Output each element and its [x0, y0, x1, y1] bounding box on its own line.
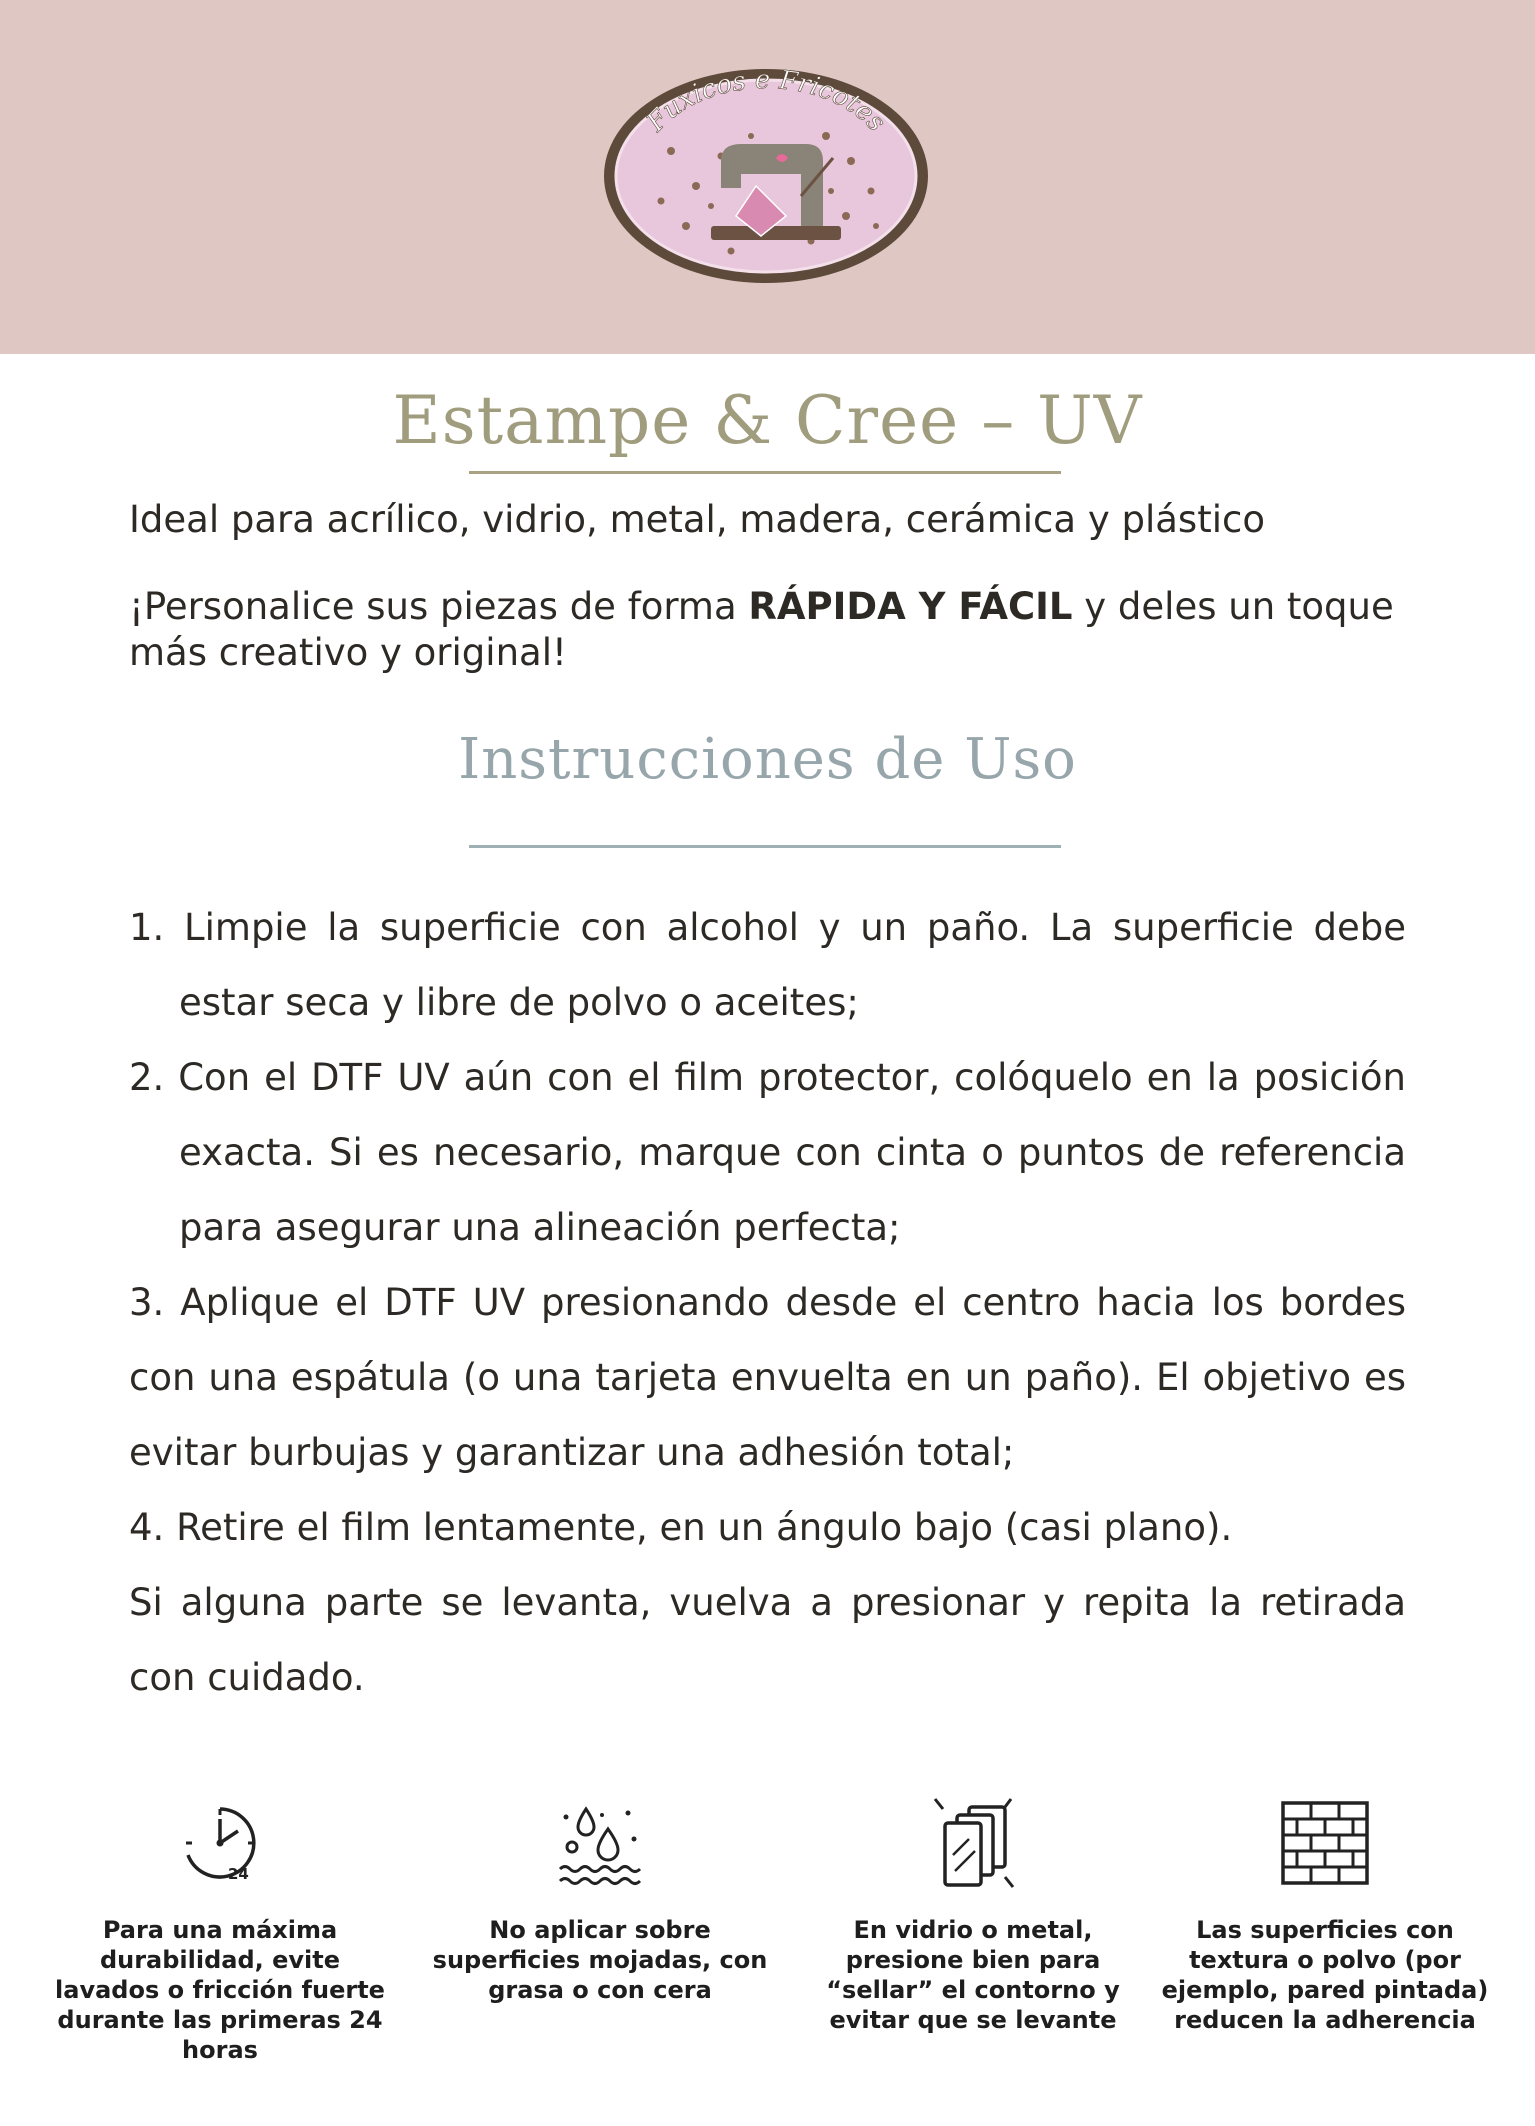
instructions-heading: Instrucciones de Uso	[458, 727, 1077, 792]
tip-durability	[50, 1795, 390, 2065]
tip-glass-metal-text: En vidrio o metal, presione bien para “sellar” el contorno y evitar que se levante	[826, 1916, 1120, 2034]
sewing-machine-icon	[601, 66, 931, 286]
glass-panes-icon	[925, 1795, 1021, 1891]
svg-text:Fuxicos e Fricotes: Fuxicos e Fricotes	[641, 66, 892, 138]
tip-textured-surface	[1155, 1795, 1495, 2035]
tips-row	[0, 1795, 1535, 2095]
clock-24h-icon	[172, 1795, 268, 1891]
tip-durability-text: Para una máxima durabilidad, evite lavados o fricción fuerte durante las primeras 24 horas	[55, 1916, 385, 2064]
step-1: 1. Limpie la superficie con alcohol y un paño. La superficie debe estar seca y libre de polvo o aceites;	[129, 906, 1406, 1024]
intro-text	[129, 584, 1409, 676]
tip-textured-surface-text: Las superficies con textura o polvo (por ejemplo, pared pintada) reducen la adherencia	[1161, 1916, 1489, 2034]
tip-dry-surface-text: No aplicar sobre superficies mojadas, con grasa o con cera	[432, 1916, 768, 2004]
instructions-list	[129, 890, 1406, 1715]
instructions-divider	[469, 845, 1061, 848]
step-4: 4. Retire el film lentamente, en un ángulo bajo (casi plano).	[129, 1506, 1233, 1549]
step-2: 2. Con el DTF UV aún con el film protector, colóquelo en la posición exacta. Si es necesario, marque con cinta o puntos de referencia para asegurar una alineación perfecta;	[129, 1056, 1406, 1249]
tip-glass-metal	[803, 1795, 1143, 2035]
page-title: Estampe & Cree – UV	[392, 382, 1143, 459]
ideal-surfaces-text: Ideal para acrílico, vidrio, metal, madera, cerámica y plástico	[129, 498, 1265, 541]
step-note: Si alguna parte se levanta, vuelva a presionar y repita la retirada con cuidado.	[129, 1581, 1406, 1699]
step-3: 3. Aplique el DTF UV presionando desde el centro hacia los bordes con una espátula (o una tarjeta envuelta en un paño). El objetivo es evitar burbujas y garantizar una adhesión total;	[129, 1281, 1406, 1474]
intro-text-bold: RÁPIDA Y FÁCIL	[748, 585, 1073, 628]
title-divider	[469, 471, 1061, 474]
brand-logo	[601, 66, 931, 286]
water-drops-icon	[552, 1795, 648, 1891]
brick-wall-icon	[1277, 1795, 1373, 1891]
intro-text-after: y deles un toque más creativo y original!	[129, 585, 1394, 674]
header-band	[0, 0, 1535, 354]
tip-dry-surface	[430, 1795, 770, 2005]
svg-text:24: 24	[228, 1865, 249, 1883]
intro-text-before: ¡Personalice sus piezas de forma	[129, 585, 749, 628]
